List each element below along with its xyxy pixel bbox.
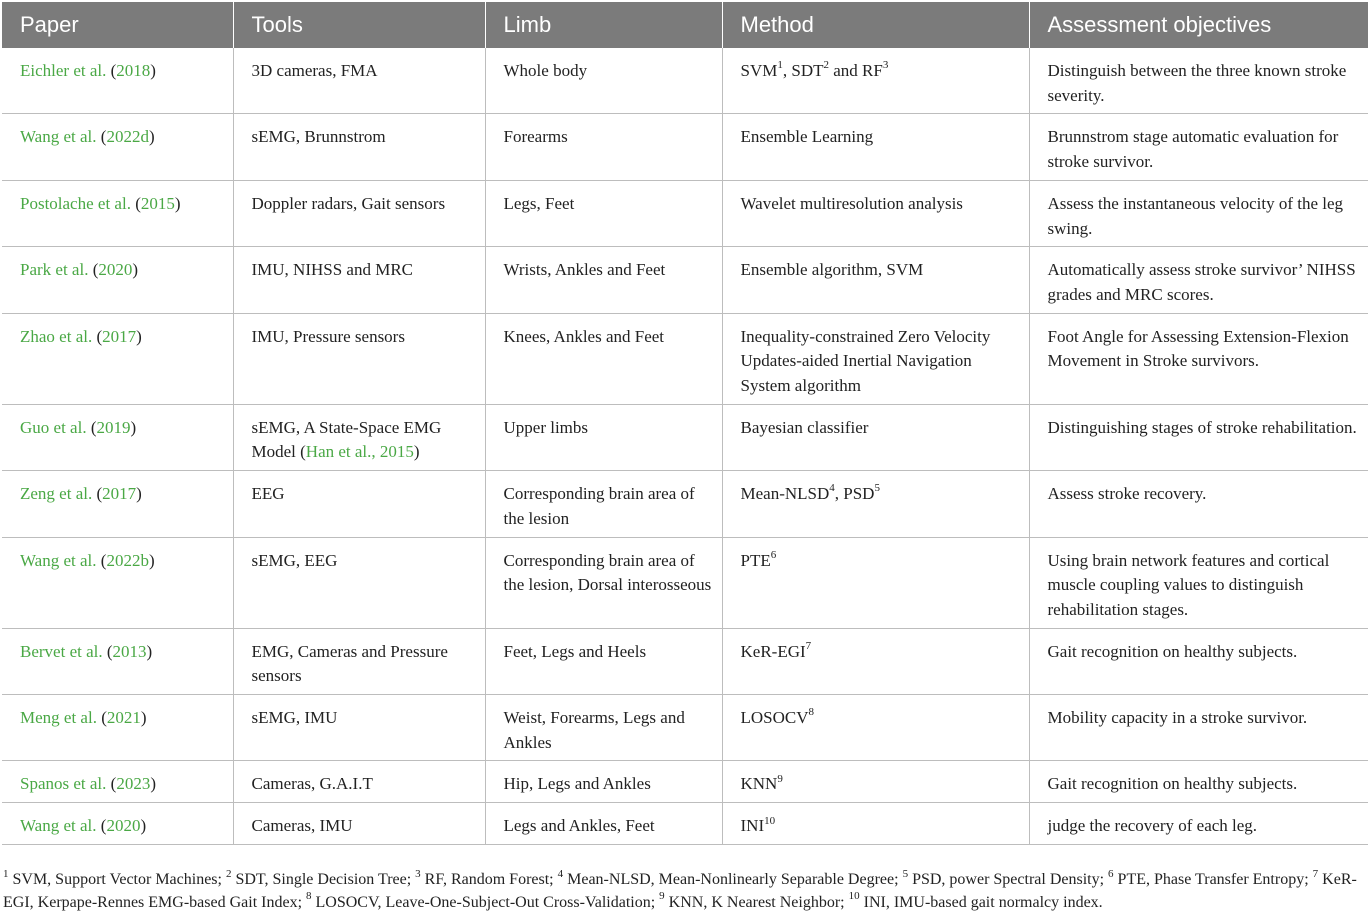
method-text: Wavelet multiresolution analysis (740, 193, 963, 213)
cell-method (722, 180, 1029, 246)
cell-tools (233, 114, 485, 180)
table-row (2, 247, 1368, 313)
citation-year-link[interactable]: 2020 (106, 816, 141, 836)
citation-year-link[interactable]: 2020 (98, 260, 133, 280)
footnote-item (902, 867, 1109, 888)
table-row (2, 761, 1368, 803)
footnote-marker: 4 (829, 482, 835, 495)
footnote-number: 2 (225, 867, 232, 880)
method-text: Ensemble Learning (740, 127, 874, 147)
cell-paper: Guo et al. (2019) (2, 404, 233, 470)
limb-text: Legs and Ankles, Feet (503, 816, 655, 836)
tools-text: sEMG, IMU (251, 708, 338, 728)
cell-paper: Postolache et al. (2015) (2, 180, 233, 246)
cell-objective (1029, 471, 1368, 537)
citation-author-link[interactable]: Wang et al. (20, 816, 97, 836)
citation-author-link[interactable]: Wang et al. (20, 550, 97, 570)
footnote-text: PTE, Phase Transfer Entropy; (1113, 871, 1313, 888)
cell-limb (485, 247, 722, 313)
footnote-number: 9 (659, 890, 665, 903)
cell-paper: Meng et al. (2021) (2, 695, 233, 761)
cell-method (722, 537, 1029, 628)
cell-paper: Zeng et al. (2017) (2, 471, 233, 537)
tools-text: EEG (251, 484, 285, 504)
header-method: Method (722, 2, 1029, 48)
footnote-item (659, 890, 849, 911)
footnote-text: SDT, Single Decision Tree; (231, 871, 416, 888)
method-text: and RF (828, 61, 883, 80)
footnote-marker: 2 (823, 59, 829, 72)
method-text: Bayesian classifier (740, 417, 869, 437)
cell-objective (1029, 803, 1368, 845)
cell-paper: Wang et al. (2020) (2, 803, 233, 845)
limb-text: Upper limbs (503, 417, 589, 437)
objective-text: Gait recognition on healthy subjects. (1047, 774, 1298, 794)
method-text: Mean-NLSD (740, 484, 830, 504)
cell-objective (1029, 761, 1368, 803)
citation-year-link[interactable]: 2015 (140, 193, 175, 213)
cell-objective (1029, 114, 1368, 180)
table-row (2, 48, 1368, 114)
footnote-text: SVM, Support Vector Machines; (8, 871, 226, 888)
cell-method (722, 803, 1029, 845)
citation-author-link[interactable]: Eichler et al. (20, 61, 107, 80)
objective-text: Using brain network features and cortical muscle coupling values to distinguish rehabilitation stages. (1047, 550, 1330, 619)
cell-method (722, 313, 1029, 404)
cell-tools (233, 628, 485, 694)
method-text: Inequality-constrained Zero Velocity Updates-aided Inertial Navigation System algorithm (740, 326, 991, 396)
cell-limb (485, 48, 722, 114)
tools-text: EMG, Cameras and Pressure sensors (251, 641, 448, 686)
limb-text: Legs, Feet (503, 193, 575, 213)
cell-limb (485, 114, 722, 180)
method-text: , PSD (834, 484, 875, 504)
cell-paper: Wang et al. (2022d) (2, 114, 233, 180)
objective-text: Gait recognition on healthy subjects. (1047, 641, 1298, 661)
cell-objective (1029, 404, 1368, 470)
footnote-text: KNN, K Nearest Neighbor; (664, 893, 849, 911)
cell-limb (485, 761, 722, 803)
tools-text: sEMG, Brunnstrom (251, 127, 386, 147)
citation-year-link[interactable]: 2023 (116, 774, 151, 794)
footnote-number: 5 (902, 867, 909, 880)
method-text: INI (740, 816, 765, 836)
tools-text: IMU, NIHSS and MRC (251, 260, 414, 280)
header-tools: Tools (233, 2, 485, 48)
footnote-marker: 3 (882, 59, 889, 72)
cell-limb (485, 313, 722, 404)
cell-objective (1029, 537, 1368, 628)
citation-author-link[interactable]: Meng et al. (20, 708, 97, 728)
citation-year-link[interactable]: 2022b (106, 550, 149, 570)
header-limb: Limb (485, 2, 722, 48)
cell-objective (1029, 313, 1368, 404)
cell-objective (1029, 247, 1368, 313)
methods-table (2, 2, 1368, 845)
objective-text: Brunnstrom stage automatic evaluation for stroke survivor. (1047, 127, 1339, 172)
cell-paper: Wang et al. (2022b) (2, 537, 233, 628)
citation-year-link[interactable]: 2022d (106, 127, 149, 147)
footnote-number: 7 (1312, 867, 1319, 880)
method-text: KeR-EGI (740, 641, 806, 661)
method-text: Ensemble algorithm, SVM (740, 260, 924, 280)
cell-limb (485, 695, 722, 761)
limb-text: Corresponding brain area of the lesion (503, 484, 695, 528)
cell-tools (233, 180, 485, 246)
footnote-text: INI, IMU-based gait normalcy index. (859, 893, 1103, 911)
cell-method (722, 695, 1029, 761)
footnote-marker: 7 (805, 640, 812, 652)
table-body (2, 48, 1368, 844)
cell-tools (233, 247, 485, 313)
footnote-item (557, 867, 903, 888)
footnote-item (1108, 867, 1313, 888)
cell-limb (485, 803, 722, 845)
objective-text: Foot Angle for Assessing Extension-Flexion Movement in Stroke survivors. (1047, 326, 1349, 371)
citation-author-link[interactable]: Postolache et al. (20, 193, 131, 213)
limb-text: Forearms (503, 127, 568, 147)
footnote-number: 1 (3, 867, 9, 880)
objective-text: Mobility capacity in a stroke survivor. (1047, 708, 1308, 728)
table-container (2, 2, 1368, 845)
citation-year-link[interactable]: 2021 (106, 708, 141, 728)
limb-text: Weist, Forearms, Legs and Ankles (503, 708, 685, 752)
citation-author-link[interactable]: Park et al. (20, 260, 89, 280)
footnote-marker: 1 (777, 59, 783, 72)
footnotes (3, 869, 1369, 914)
cell-tools (233, 761, 485, 803)
header-paper: Paper (2, 2, 233, 48)
cell-paper: Park et al. (2020) (2, 247, 233, 313)
limb-text: Wrists, Ankles and Feet (503, 260, 666, 280)
objective-text: Assess stroke recovery. (1047, 484, 1207, 504)
objective-text: Distinguishing stages of stroke rehabilitation. (1047, 417, 1357, 437)
cell-method (722, 404, 1029, 470)
footnote-number: 8 (306, 890, 312, 903)
citation-year-link[interactable]: 2017 (102, 326, 137, 346)
cell-objective (1029, 628, 1368, 694)
footnote-text: RF, Random Forest; (420, 871, 558, 888)
citation-year-link[interactable]: 2013 (112, 641, 147, 661)
cell-tools (233, 404, 485, 470)
cell-method (722, 114, 1029, 180)
cell-limb (485, 628, 722, 694)
footnote-number: 6 (1108, 867, 1114, 880)
citation-author-link[interactable]: Zeng et al. (20, 484, 93, 504)
citation-author-link[interactable]: Bervet et al. (20, 641, 103, 661)
table-row (2, 695, 1368, 761)
table-row (2, 537, 1368, 628)
footnote-marker: 8 (808, 706, 815, 719)
method-text: LOSOCV (740, 708, 809, 728)
cell-paper: Bervet et al. (2013) (2, 628, 233, 694)
footnote-number: 3 (415, 867, 421, 880)
cell-tools (233, 471, 485, 537)
limb-text: Whole body (503, 61, 588, 80)
cell-objective (1029, 180, 1368, 246)
footnote-item (225, 867, 416, 888)
cell-method (722, 247, 1029, 313)
table-row (2, 180, 1368, 246)
inline-citation-link[interactable]: Han et al., 2015 (305, 442, 414, 462)
footnote-number: 10 (848, 890, 860, 903)
cell-objective (1029, 48, 1368, 114)
cell-objective (1029, 695, 1368, 761)
objective-text: judge the recovery of each leg. (1047, 816, 1258, 836)
method-text: KNN (740, 774, 778, 794)
method-text: PTE (740, 550, 771, 570)
header-row (2, 2, 1368, 48)
citation-year-link[interactable]: 2019 (96, 417, 131, 437)
footnote-text: KeR-EGI, Kerpape-Rennes EMG-based Gait Index; (3, 871, 1357, 911)
cell-method (722, 471, 1029, 537)
footnote-marker: 10 (764, 814, 776, 827)
tools-text: ) (413, 442, 420, 462)
table-row (2, 313, 1368, 404)
footnote-text: Mean-NLSD, Mean-Nonlinearly Separable Degree; (563, 871, 903, 888)
tools-text: Cameras, IMU (251, 816, 353, 836)
cell-limb (485, 537, 722, 628)
method-text: SVM (740, 61, 778, 80)
method-text: , SDT (782, 61, 824, 80)
footnote-item (848, 890, 1103, 911)
table-row (2, 803, 1368, 845)
footnote-text: PSD, power Spectral Density; (908, 871, 1109, 888)
footnote-marker: 5 (874, 482, 880, 495)
cell-limb (485, 404, 722, 470)
footnote-item (3, 867, 226, 888)
objective-text: Assess the instantaneous velocity of the leg swing. (1047, 193, 1344, 238)
cell-limb (485, 471, 722, 537)
cell-paper: Zhao et al. (2017) (2, 313, 233, 404)
header-assessment-objectives: Assessment objectives (1029, 2, 1368, 48)
limb-text: Hip, Legs and Ankles (503, 774, 651, 794)
footnote-number: 4 (557, 867, 564, 880)
objective-text: Automatically assess stroke survivor’ NIHSS grades and MRC scores. (1047, 260, 1356, 304)
limb-text: Corresponding brain area of the lesion, Dorsal interosseous (503, 550, 712, 595)
tools-text: Cameras, G.A.I.T (251, 774, 373, 794)
citation-author-link[interactable]: Wang et al. (20, 127, 97, 147)
footnote-item (415, 867, 558, 888)
cell-method (722, 628, 1029, 694)
tools-text: sEMG, EEG (251, 550, 338, 570)
cell-paper: Eichler et al. (2018) (2, 48, 233, 114)
objective-text: Distinguish between the three known stroke severity. (1047, 61, 1347, 105)
footnote-item (306, 890, 660, 911)
citation-author-link[interactable]: Spanos et al. (20, 774, 107, 794)
footnote-text: LOSOCV, Leave-One-Subject-Out Cross-Validation; (311, 893, 660, 911)
tools-text: Doppler radars, Gait sensors (251, 193, 446, 213)
cell-limb (485, 180, 722, 246)
footnote-marker: 9 (777, 772, 783, 785)
cell-tools (233, 313, 485, 404)
cell-method (722, 48, 1029, 114)
citation-author-link[interactable]: Zhao et al. (20, 326, 93, 346)
cell-tools (233, 537, 485, 628)
table-row (2, 404, 1368, 470)
cell-tools (233, 803, 485, 845)
citation-year-link[interactable]: 2018 (116, 61, 151, 80)
cell-method (722, 761, 1029, 803)
citation-author-link[interactable]: Guo et al. (20, 417, 87, 437)
citation-year-link[interactable]: 2017 (102, 484, 137, 504)
table-row (2, 114, 1368, 180)
footnote-marker: 6 (770, 548, 777, 561)
tools-text: IMU, Pressure sensors (251, 326, 405, 346)
limb-text: Feet, Legs and Heels (503, 641, 647, 661)
cell-paper: Spanos et al. (2023) (2, 761, 233, 803)
cell-tools (233, 695, 485, 761)
tools-text: 3D cameras, FMA (251, 61, 378, 80)
table-row (2, 628, 1368, 694)
table-row (2, 471, 1368, 537)
cell-tools (233, 48, 485, 114)
limb-text: Knees, Ankles and Feet (503, 326, 665, 346)
tools-text: sEMG, A State-Space EMG Model ( (251, 417, 442, 462)
